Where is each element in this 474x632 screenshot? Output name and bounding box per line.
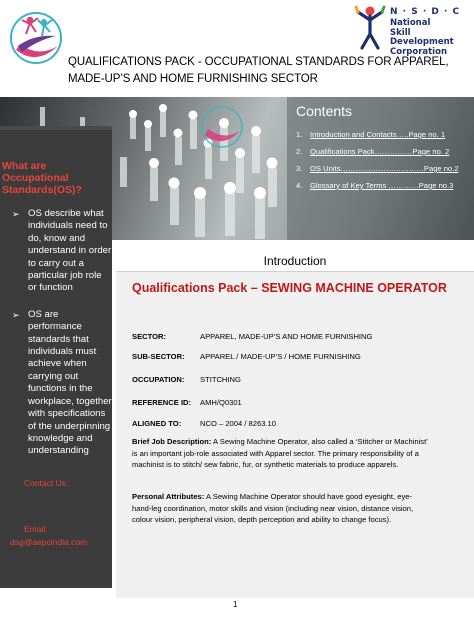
arrow-bullet-icon: ➢	[12, 309, 20, 320]
os-sidebar	[0, 126, 112, 588]
title-line-2: MADE-UP’S AND HOME FURNISHING SECTOR	[68, 73, 318, 85]
qualifications-pack-logo	[8, 6, 64, 68]
page-number: 1	[233, 600, 238, 609]
contents-item[interactable]: 3. OS Units……………………………Page no.2	[296, 164, 459, 173]
sidebar-heading: What are Occupational Standards(OS)?	[2, 160, 82, 196]
nsdc-name: National Skill Development Corporation	[390, 18, 454, 57]
contact-label: Contact Us:	[24, 478, 69, 488]
personal-attributes: Personal Attributes: A Sewing Machine Operator should have good eyesight, eye- hand-leg coordination, motor skills and vision (including near vision, distance vision, colour vision, peripheral vision, depth perception and ability to change focus).	[132, 492, 414, 524]
nsdc-code: N · S · D · C	[390, 7, 461, 17]
sidebar-bullet: ➢ OS are performance standards that individuals must achieve when carrying out functions in the workplace, together with specifications of the underpinning knowledge and understanding	[12, 308, 112, 457]
brief-job-description: Brief Job Description: A Sewing Machine Operator, also called a ‘Stitcher or Machinist’ is an important job-role associated with Apparel sector. The primary responsibility of a machinist is to stitch/ sew fabric, fur, or synthetic materials to produce apparels.	[132, 437, 428, 469]
sidebar-bullet: ➢ OS describe what individuals need to do, know and understand in order to carry out a particular job role or function	[12, 208, 112, 294]
contents-heading: Contents	[296, 103, 353, 119]
arrow-bullet-icon: ➢	[12, 209, 20, 219]
contents-item[interactable]: 2. Qualifications Pack……………Page no. 2	[296, 147, 450, 156]
sidebar-divider	[0, 126, 112, 130]
introduction-header	[116, 248, 474, 272]
nsdc-figure-icon	[354, 4, 386, 50]
page-footer	[0, 598, 474, 632]
page-title	[68, 54, 448, 88]
introduction-section: Introduction Qualifications Pack – SEWING MACHINE OPERATOR SECTOR: APPAREL, MADE-UP’S AND HOME FURNISHING SUB-SECTOR: APPAREL / MADE-UP’S / HOME FURNISHING OCCUPATION: STITCHING REFERENCE ID: AMH/Q0301 ALIGNED TO: NCO – 2004 / 8263.10 Brief Job Description: A Sewing Machine Operator, also called a ‘Stitcher or Machinist’ is an important job-role associated with Apparel sector. The primary responsibility of a machinist is to stitch/ sew fabric, fur, or synthetic materials to produce apparels. Personal Attributes: A Sewing Machine Operator should have good eyesight, eye- hand-leg coordination, motor skills and vision (including near vision, distance vision, colour vision, peripheral vision, depth perception and ability to change focus).	[116, 248, 474, 598]
title-line-1: QUALIFICATIONS PACK - OCCUPATIONAL STANDARDS FOR APPAREL,	[68, 56, 449, 68]
contents-item[interactable]: 1. Introduction and Contacts…..Page no. 1	[296, 130, 446, 139]
qualifications-pack-title: Qualifications Pack – SEWING MACHINE OPERATOR	[132, 281, 447, 295]
contents-item[interactable]: 4. Glossary of Key Terms …………Page no.3	[296, 181, 454, 190]
email-label: Email:	[24, 524, 48, 534]
document-header	[0, 0, 474, 98]
contents-list	[296, 129, 472, 197]
introduction-label: Introduction	[263, 254, 327, 268]
sidebar-bullets	[8, 208, 112, 472]
nsdc-logo	[354, 4, 468, 57]
email-link[interactable]: dsg@aepcindia.com	[10, 537, 88, 547]
